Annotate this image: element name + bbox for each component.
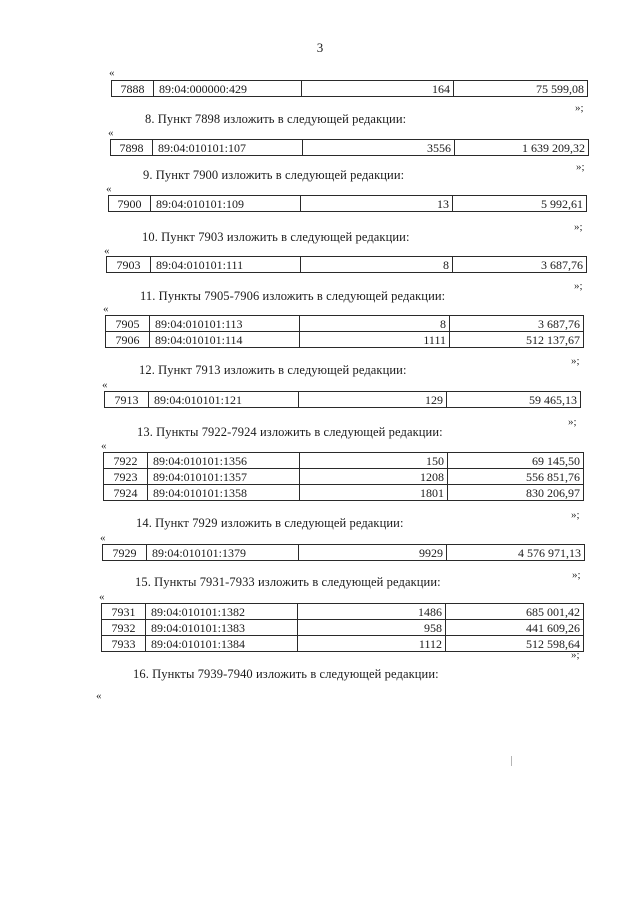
closing-quote: »;: [576, 161, 585, 173]
section-heading: 13. Пункты 7922-7924 изложить в следующей редакции:: [137, 425, 443, 439]
parcel-table: [106, 256, 587, 273]
table-cell-area: 129: [299, 392, 447, 408]
table-cell-point: 7932: [102, 620, 146, 636]
table-cell-point: 7931: [102, 604, 146, 620]
table-cell-point: 7933: [102, 636, 146, 652]
table-cell-value: 685 001,42: [446, 604, 584, 620]
table-cell-value: 3 687,76: [453, 257, 587, 273]
closing-quote: »;: [571, 355, 580, 367]
parcel-table: [101, 603, 584, 652]
table-cell-point: 7888: [112, 81, 154, 97]
section-heading: 12. Пункт 7913 изложить в следующей редакции:: [139, 363, 407, 377]
table-cell-value: 4 576 971,13: [447, 545, 585, 561]
table-cell-point: 7905: [106, 316, 150, 332]
opening-quote: «: [103, 303, 109, 315]
table-cell-value: 441 609,26: [446, 620, 584, 636]
table-cell-value: 512 598,64: [446, 636, 584, 652]
table-cell-cadastral-number: 89:04:010101:1382: [146, 604, 298, 620]
table-cell-cadastral-number: 89:04:010101:113: [150, 316, 300, 332]
table-cell-value: 1 639 209,32: [455, 140, 589, 156]
table-cell-area: 1112: [298, 636, 446, 652]
table-row: [111, 140, 589, 156]
table-row: [102, 604, 584, 620]
parcel-table: [110, 139, 589, 156]
section-heading: 11. Пункты 7905-7906 изложить в следующей редакции:: [140, 289, 446, 303]
table-cell-cadastral-number: 89:04:010101:121: [149, 392, 299, 408]
parcel-table: [102, 544, 585, 561]
table-cell-value: 512 137,67: [450, 332, 584, 348]
table-cell-value: 75 599,08: [454, 81, 588, 97]
closing-quote: »;: [568, 416, 577, 428]
table-row: [103, 545, 585, 561]
table-cell-point: 7929: [103, 545, 147, 561]
table-cell-point: 7924: [104, 485, 148, 501]
table-cell-cadastral-number: 89:04:010101:1358: [148, 485, 300, 501]
table-row: [104, 453, 584, 469]
table-row: [104, 469, 584, 485]
table-cell-value: 3 687,76: [450, 316, 584, 332]
table-cell-area: 150: [300, 453, 448, 469]
table-cell-value: 556 851,76: [448, 469, 584, 485]
table-row: [112, 81, 588, 97]
table-cell-area: 1486: [298, 604, 446, 620]
table-cell-cadastral-number: 89:04:010101:1356: [148, 453, 300, 469]
table-cell-cadastral-number: 89:04:010101:109: [151, 196, 301, 212]
parcel-table: [103, 452, 584, 501]
parcel-table: [105, 315, 584, 348]
table-cell-cadastral-number: 89:04:010101:1357: [148, 469, 300, 485]
table-cell-area: 958: [298, 620, 446, 636]
section-heading: 8. Пункт 7898 изложить в следующей редакции:: [145, 112, 407, 126]
table-cell-area: 8: [301, 257, 453, 273]
table-cell-area: 1801: [300, 485, 448, 501]
parcel-table: [108, 195, 587, 212]
scan-margin-mark: [511, 756, 512, 766]
closing-quote: »;: [574, 221, 583, 233]
opening-quote: «: [106, 183, 112, 195]
table-cell-value: 59 465,13: [447, 392, 581, 408]
table-cell-value: 69 145,50: [448, 453, 584, 469]
table-row: [102, 620, 584, 636]
table-cell-point: 7900: [109, 196, 151, 212]
table-cell-area: 3556: [303, 140, 455, 156]
closing-quote: »;: [571, 509, 580, 521]
opening-quote: «: [102, 379, 108, 391]
table-cell-area: 13: [301, 196, 453, 212]
parcel-table: [111, 80, 588, 97]
table-cell-area: 1111: [300, 332, 450, 348]
table-row: [105, 392, 581, 408]
table-cell-point: 7923: [104, 469, 148, 485]
table-row: [104, 485, 584, 501]
opening-quote: «: [109, 67, 115, 79]
parcel-table: [104, 391, 581, 408]
table-cell-point: 7898: [111, 140, 153, 156]
section-heading: 14. Пункт 7929 изложить в следующей редакции:: [136, 516, 404, 530]
table-cell-point: 7913: [105, 392, 149, 408]
opening-quote: «: [100, 532, 106, 544]
table-row: [107, 257, 587, 273]
table-cell-value: 830 206,97: [448, 485, 584, 501]
table-cell-area: 164: [302, 81, 454, 97]
table-row: [106, 332, 584, 348]
closing-quote: »;: [572, 569, 581, 581]
section-heading: 15. Пункты 7931-7933 изложить в следующей редакции:: [135, 575, 441, 589]
table-cell-cadastral-number: 89:04:010101:1384: [146, 636, 298, 652]
table-cell-point: 7922: [104, 453, 148, 469]
opening-quote: «: [108, 127, 114, 139]
closing-quote: »;: [574, 280, 583, 292]
table-cell-cadastral-number: 89:04:010101:107: [153, 140, 303, 156]
table-row: [102, 636, 584, 652]
table-row: [109, 196, 587, 212]
table-cell-cadastral-number: 89:04:010101:111: [151, 257, 301, 273]
table-cell-cadastral-number: 89:04:010101:114: [150, 332, 300, 348]
opening-quote: «: [101, 440, 107, 452]
table-cell-point: 7906: [106, 332, 150, 348]
opening-quote: «: [104, 245, 110, 257]
table-cell-area: 8: [300, 316, 450, 332]
opening-quote: «: [96, 690, 102, 702]
page-number: 3: [316, 40, 324, 55]
opening-quote: «: [99, 591, 105, 603]
table-cell-point: 7903: [107, 257, 151, 273]
table-cell-area: 1208: [300, 469, 448, 485]
table-cell-cadastral-number: 89:04:010101:1379: [147, 545, 299, 561]
table-cell-cadastral-number: 89:04:000000:429: [154, 81, 302, 97]
closing-quote: »;: [571, 649, 580, 661]
section-heading: 9. Пункт 7900 изложить в следующей редакции:: [143, 168, 405, 182]
table-cell-value: 5 992,61: [453, 196, 587, 212]
table-cell-area: 9929: [299, 545, 447, 561]
table-cell-cadastral-number: 89:04:010101:1383: [146, 620, 298, 636]
section-heading: 16. Пункты 7939-7940 изложить в следующей редакции:: [133, 667, 439, 681]
section-heading: 10. Пункт 7903 изложить в следующей редакции:: [142, 230, 410, 244]
table-row: [106, 316, 584, 332]
closing-quote: »;: [575, 102, 584, 114]
